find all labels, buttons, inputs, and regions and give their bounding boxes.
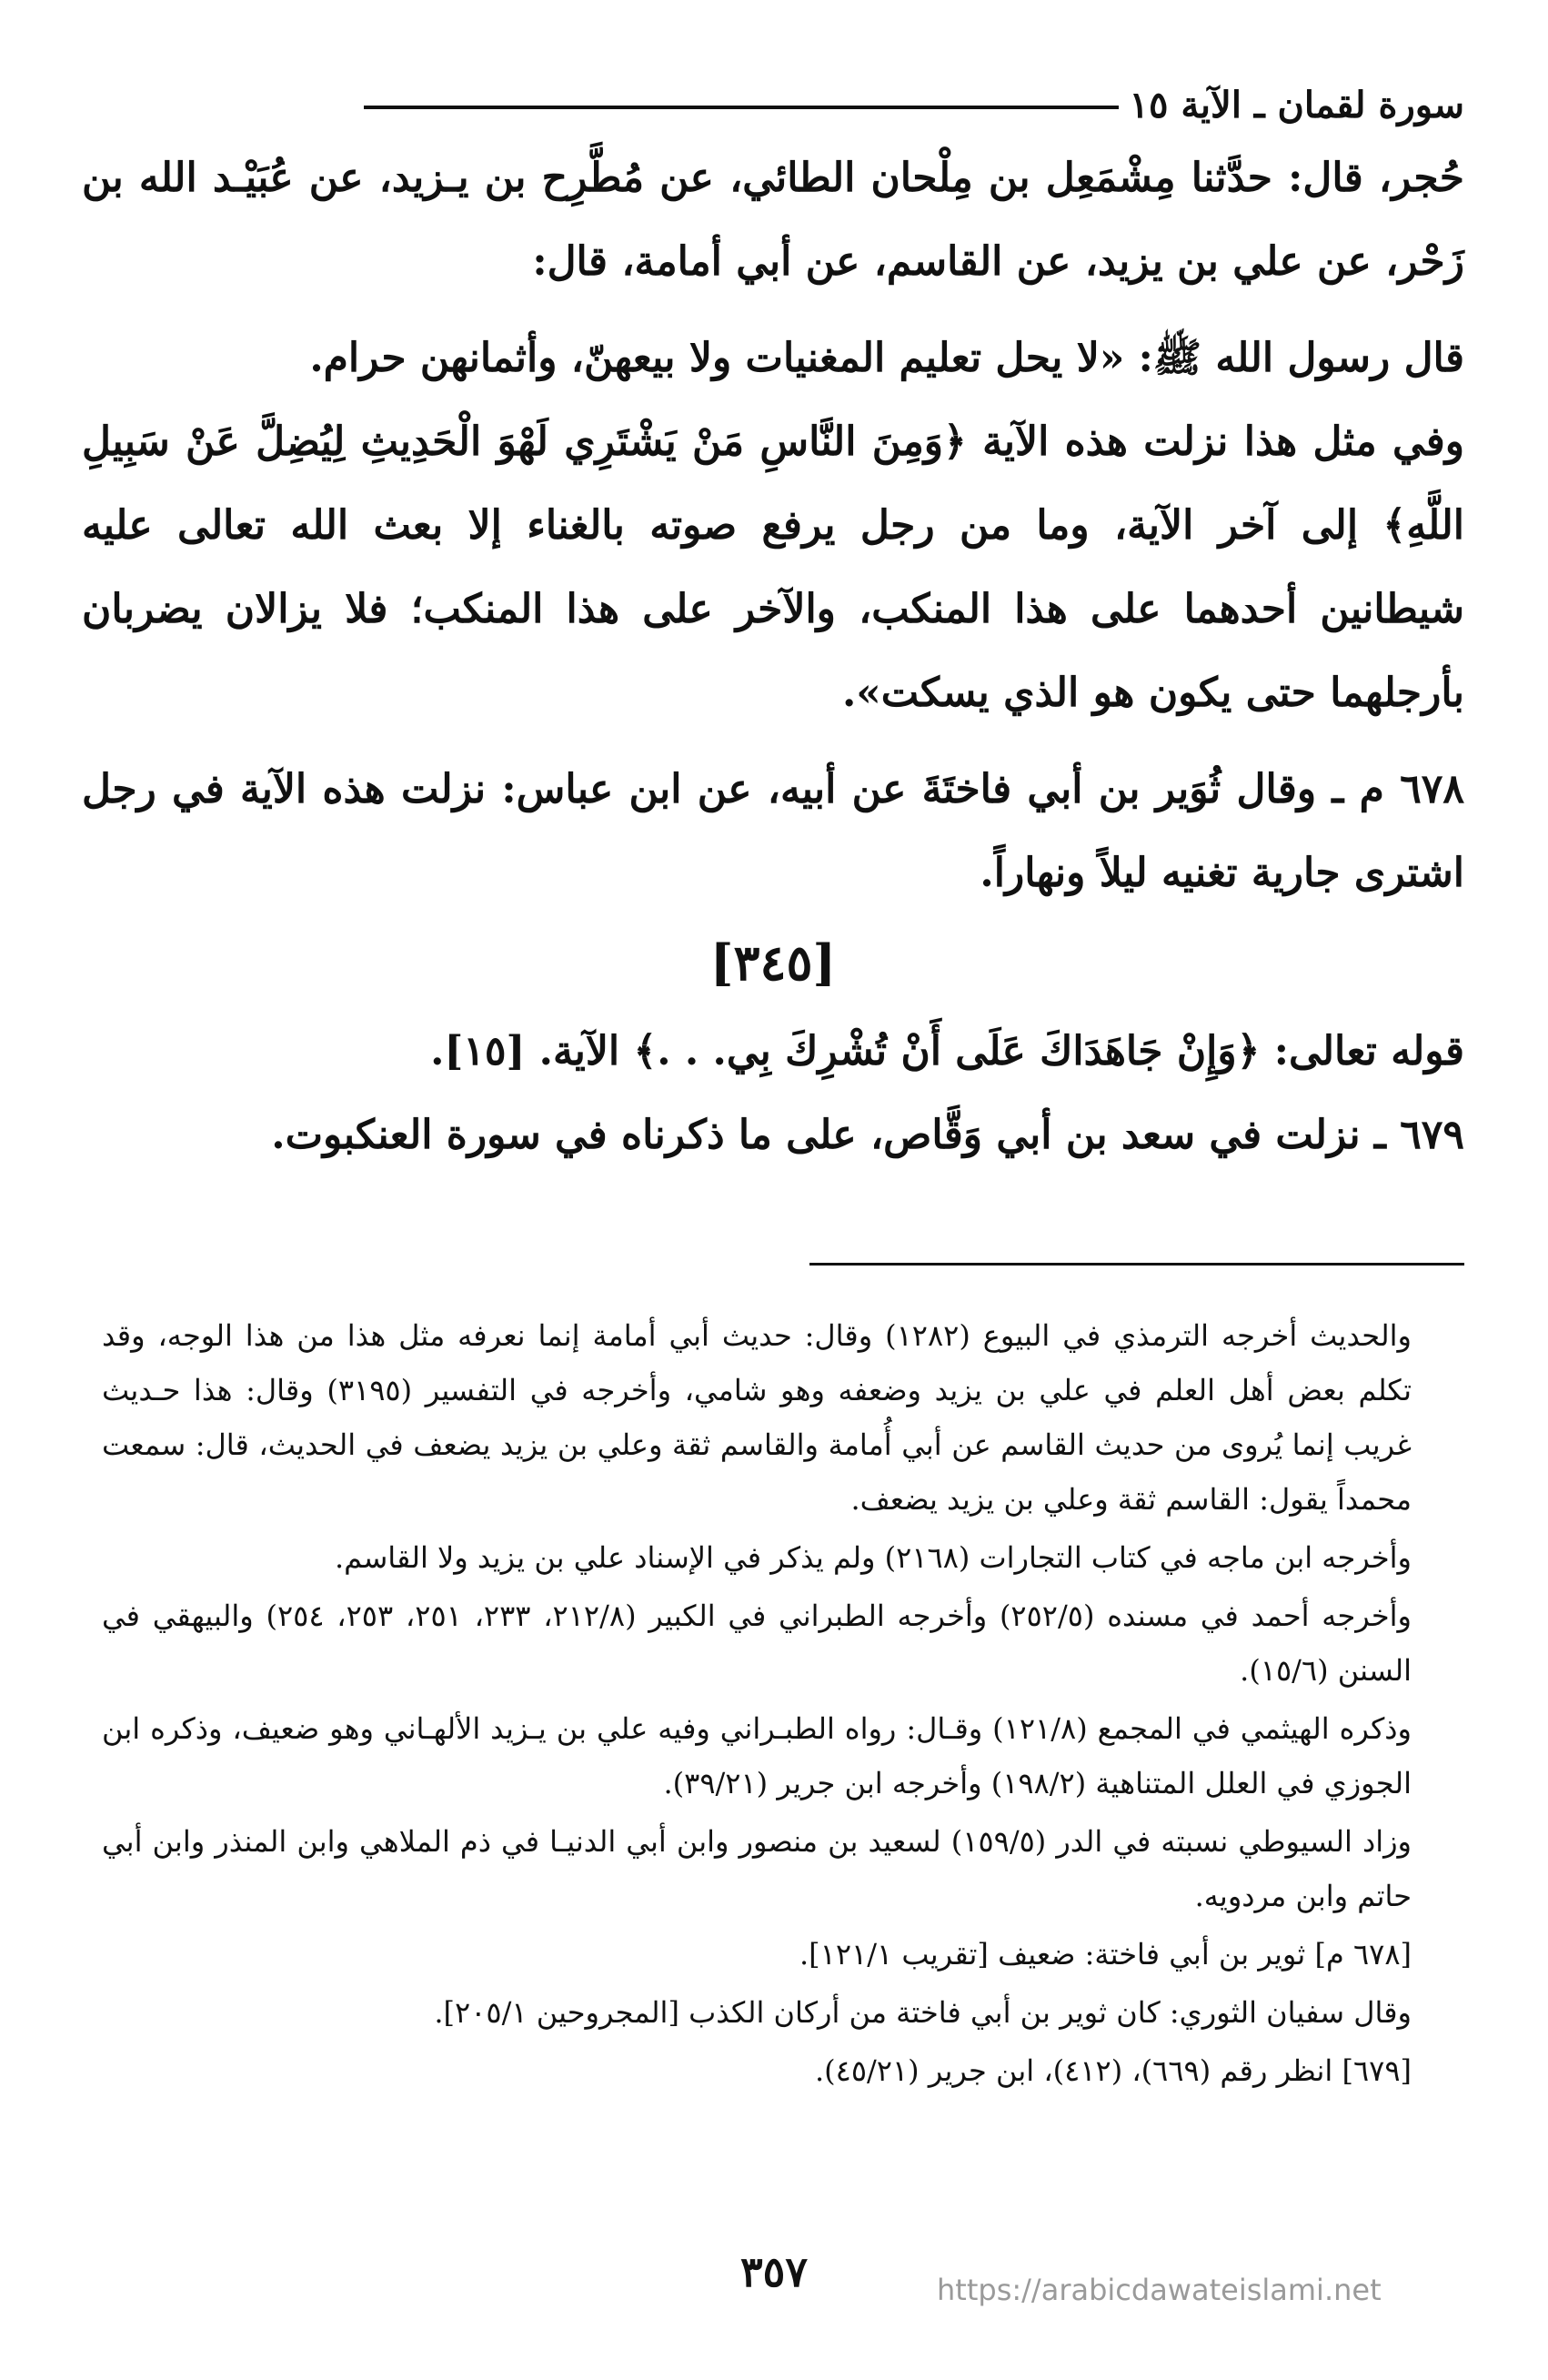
text-segment: وفي مثل هذا نزلت هذه الآية (966, 419, 1464, 465)
main-text (82, 136, 1464, 1177)
header-rule (364, 106, 1119, 109)
footnote: وذكره الهيثمي في المجمع (١٢١/٨) وقـال: رواه الطبـراني وفيه علي بن يـزيد الألهـاني وهو ضعيف، وذكره ابن الجوزي في العلل المتناهية (١٩٨/٢) وأخرجه ابن جرير (٣٩/٢١). (102, 1711, 1412, 1800)
paragraph-verse-15 (82, 1010, 1464, 1094)
quran-verse: ﴿وَمِنَ النَّاسِ مَنْ يَشْتَرِي لَهْوَ الْحَدِيثِ لِيُضِلَّ عَنْ سَبِيلِ اللَّهِ﴾ (82, 419, 1464, 549)
watermark: https://arabicdawateislami.net (937, 2273, 1382, 2307)
paragraph-hadith-continuation (82, 400, 1464, 735)
paragraph-isnad: حُجر، قال: حدَّثنا مِشْمَعِل بن مِلْحان الطائي، عن مُطَّرِح بن يـزيد، عن عُبَيْـد الله بن زَحْر، عن علي بن يزيد، عن القاسم، عن أبي أمامة، قال: (82, 155, 1464, 285)
header-title: سورة لقمان ـ الآية ١٥ (1129, 84, 1464, 126)
running-header (364, 80, 1464, 135)
footnote: والحديث أخرجه الترمذي في البيوع (١٢٨٢) وقال: حديث أبي أمامة إنما نعرفه مثل هذا من هذا الوجه، وقد تكلم بعض أهل العلم في علي بن يزيد وضعفه وهو شامي، وأخرجه في التفسير (٣١٩٥) وقال: هذا حـديث غريب إنما يُروى من حديث القاسم عن أبي أُمامة والقاسم ثقة وعلي بن يزيد يضعف في الحديث، قال: سمعت محمداً يقول: القاسم ثقة وعلي بن يزيد يضعف. (102, 1318, 1412, 1517)
footnote: وأخرجه ابن ماجه في كتاب التجارات (٢١٦٨) ولم يذكر في الإسناد علي بن يزيد ولا القاسم. (334, 1540, 1412, 1575)
footnote-separator (809, 1263, 1464, 1266)
text-segment: إلى آخر الآية، وما من رجل يرفع صوته بالغناء إلا بعث الله تعالى عليه شيطانين أحدهما على هذا المنكب، والآخر على هذا المنكب؛ فلا يزالان يضربان بأرجلهما حتى يكون هو الذي يسكت». (82, 502, 1464, 716)
footnote: [٦٧٩] انظر رقم (٦٦٩)، (٤١٢)، ابن جرير (٤٥/٢١). (814, 2053, 1412, 2088)
section-number: [٣٤٥] (709, 933, 837, 992)
footnote: وقال سفيان الثوري: كان ثوير بن أبي فاختة من أركان الكذب [المجروحين ٢٠٥/١]. (434, 1995, 1412, 2030)
paragraph-hadith-start: قال رسول الله ﷺ: «لا يحل تعليم المغنيات ولا بيعهنّ، وأثمانهن حرام. (309, 335, 1464, 381)
text-segment: قوله تعالى: (1260, 1028, 1464, 1074)
paragraph-679: ٦٧٩ ـ نزلت في سعد بن أبي وَقَّاص، على ما ذكرناه في سورة العنكبوت. (271, 1112, 1464, 1158)
paragraph-678: ٦٧٨ م ـ وقال ثُوَير بن أبي فاختَةَ عن أبيه، عن ابن عباس: نزلت هذه الآية في رجل اشترى جارية تغنيه ليلاً ونهاراً. (82, 766, 1464, 896)
footnote: وأخرجه أحمد في مسنده (٢٥٢/٥) وأخرجه الطبراني في الكبير (٢١٢/٨، ٢٣٣، ٢٥١، ٢٥٣، ٢٥٤) والبيهقي في السنن (١٥/٦). (102, 1598, 1412, 1688)
footnote: وزاد السيوطي نسبته في الدر (١٥٩/٥) لسعيد بن منصور وابن أبي الدنيـا في ذم الملاهي وابن المنذر وابن أبي حاتم وابن مردويه. (102, 1824, 1412, 1913)
quran-verse: ﴿وَإِنْ جَاهَدَاكَ عَلَى أَنْ تُشْرِكَ بِي. . .﴾ (633, 1028, 1261, 1074)
footnote: [٦٧٨ م] ثوير بن أبي فاختة: ضعيف [تقريب ١٢١/١]. (799, 1937, 1412, 1972)
page-number: ٣٥٧ (739, 2247, 809, 2296)
text-segment: الآية. [١٥]. (430, 1028, 634, 1074)
footnotes (102, 1308, 1412, 2102)
